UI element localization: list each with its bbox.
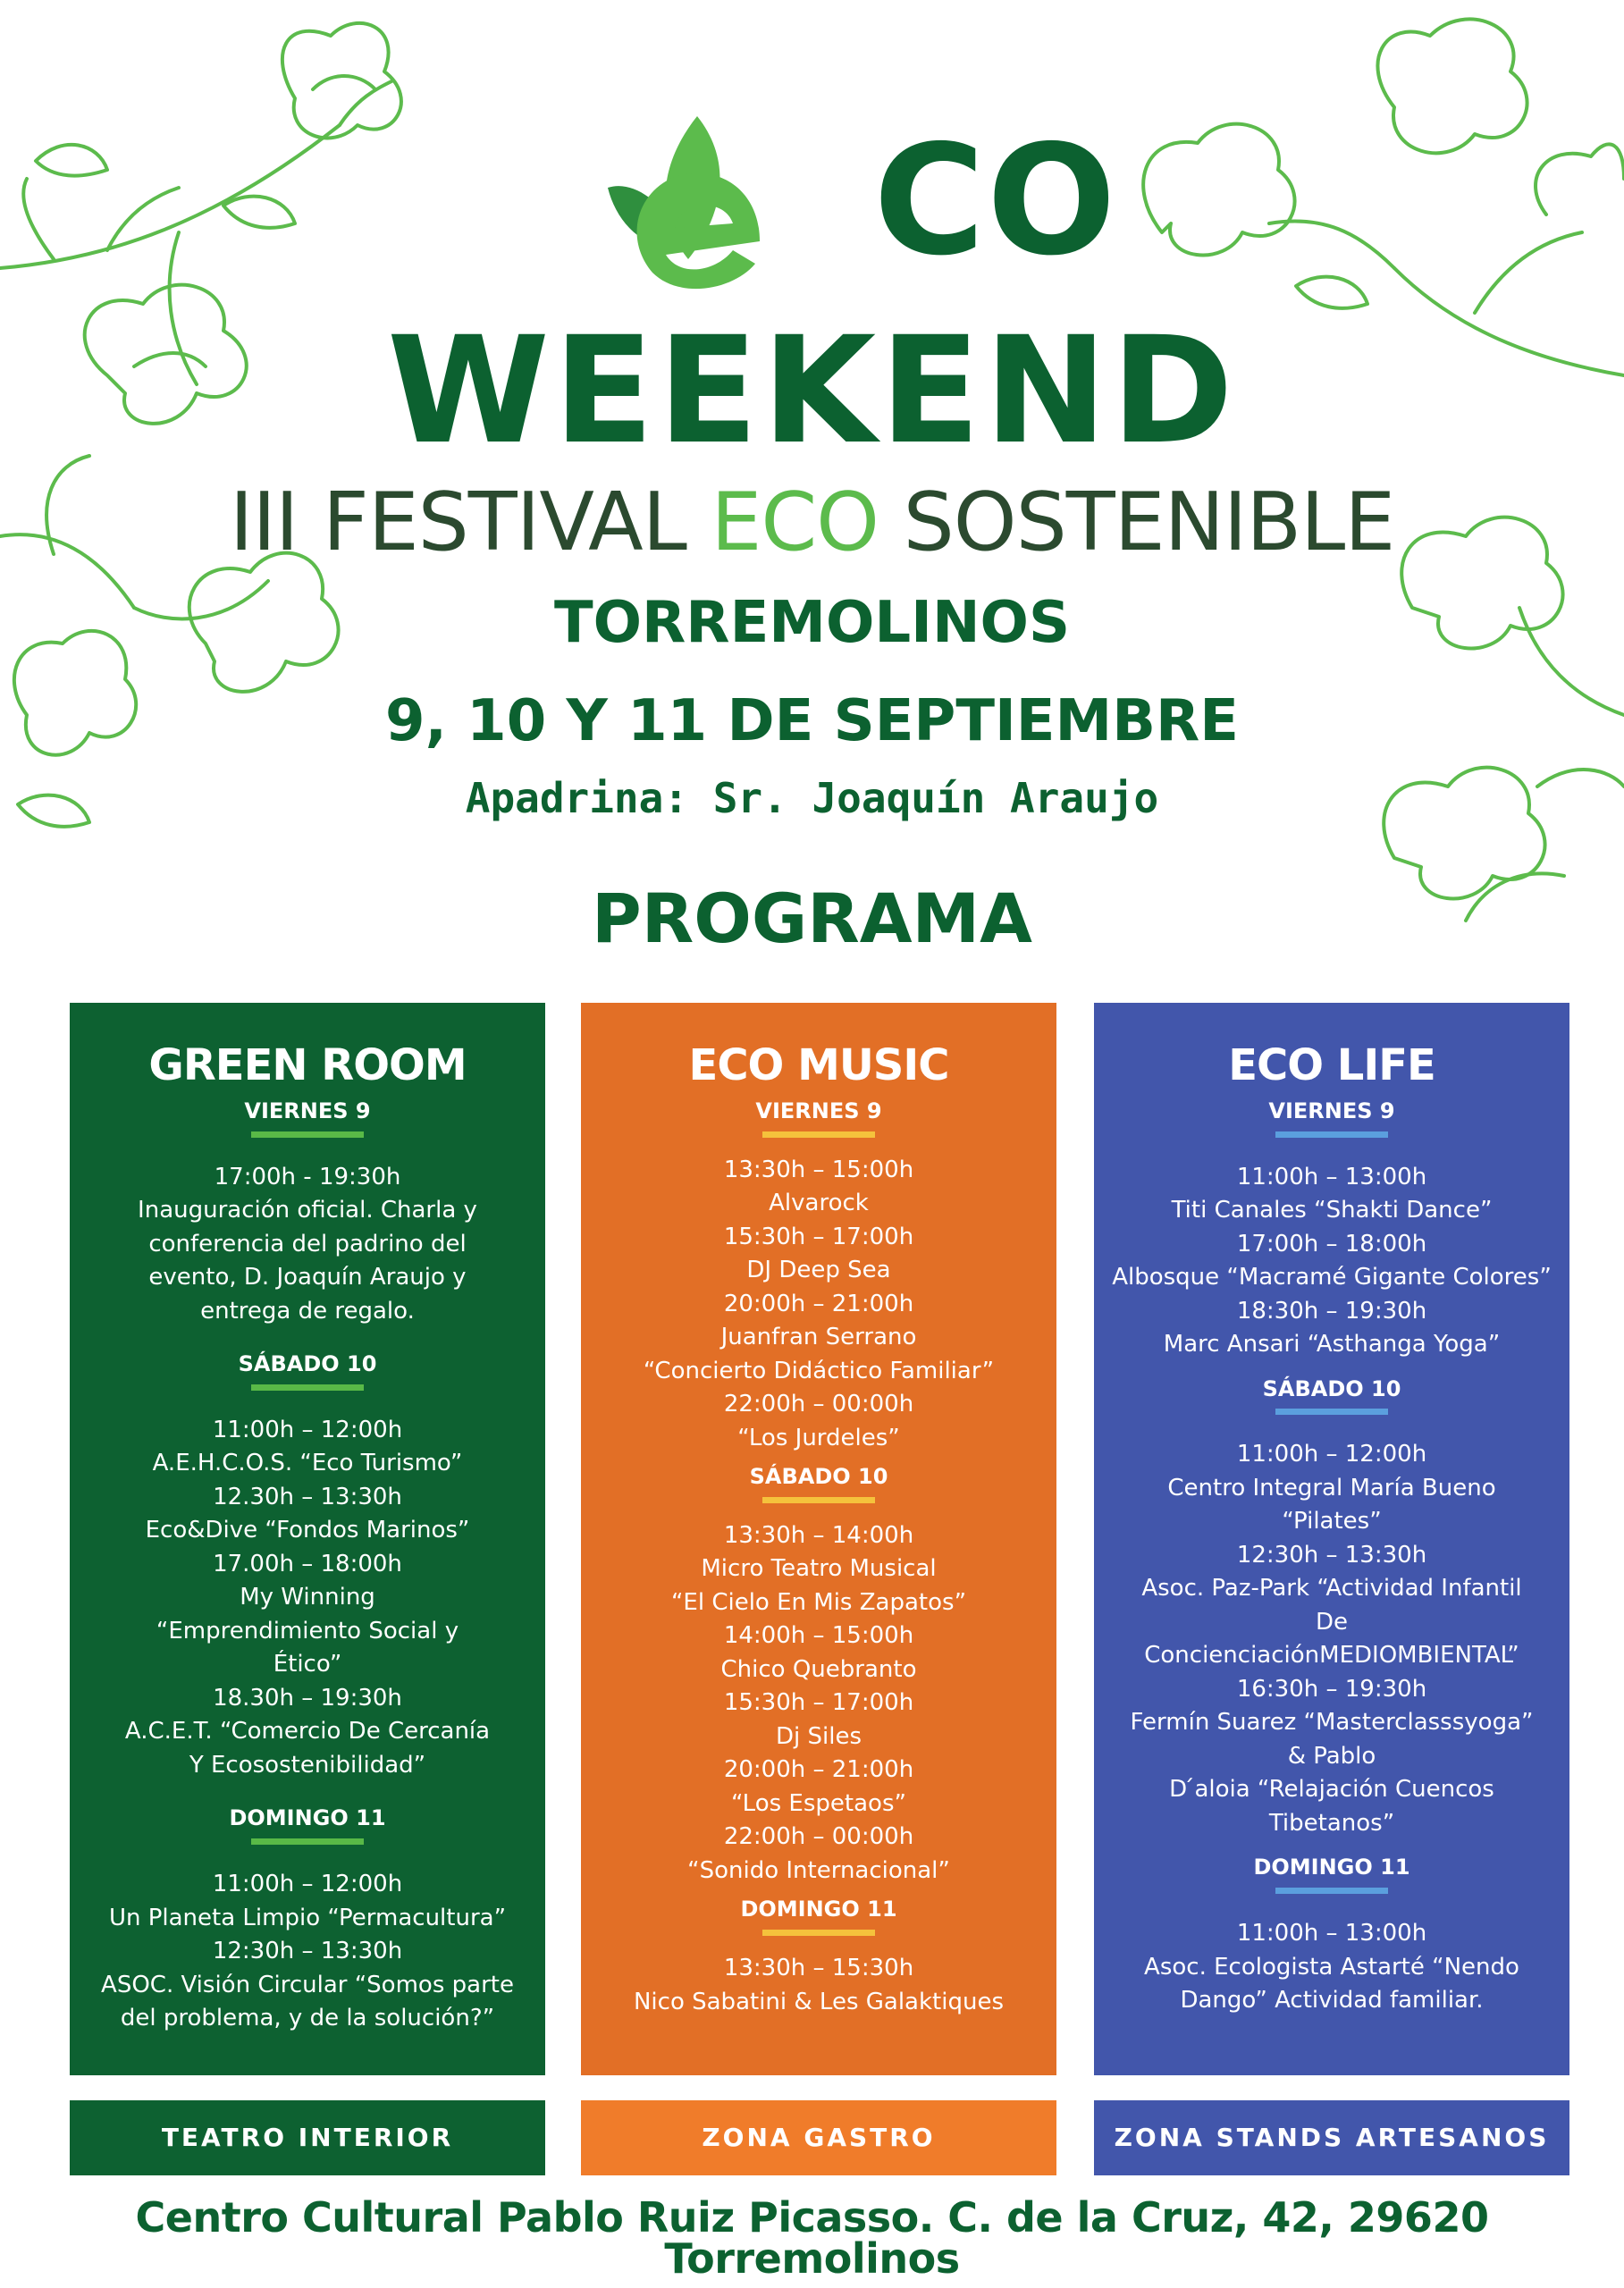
schedule-item: 12:30h – 13:30h	[212, 1938, 403, 1965]
schedule-item: “Concierto Didáctico Familiar”	[643, 1357, 995, 1384]
schedule-item: Titi Canales “Shakti Dance”	[1171, 1197, 1493, 1224]
schedule-item: A.E.H.C.O.S. “Eco Turismo”	[152, 1450, 463, 1477]
schedule-item: Asoc. Paz-Park “Actividad Infantil	[1141, 1575, 1522, 1602]
schedule-item: “Los Jurdeles”	[737, 1424, 900, 1451]
day-label: DOMINGO 11	[740, 1897, 897, 1922]
schedule-item: Fermín Suarez “Masterclasssyoga”	[1130, 1709, 1534, 1737]
schedule-item: “El Cielo En Mis Zapatos”	[670, 1588, 967, 1616]
schedule-list	[1094, 1438, 1569, 1840]
schedule-item: 16:30h – 19:30h	[1236, 1675, 1427, 1703]
schedule-item: My Winning “Emprendimiento Social y Ético”	[156, 1584, 459, 1678]
day-underline	[1275, 1131, 1388, 1138]
schedule-list	[581, 1519, 1056, 1888]
schedule-item: “Sonido Internacional”	[687, 1856, 950, 1884]
schedule-item: D ́aloia “Relajación Cuencos	[1169, 1776, 1494, 1804]
column-title: GREEN ROOM	[148, 1040, 467, 1090]
day-underline	[251, 1384, 364, 1391]
schedule-item: Centro Integral María Bueno	[1167, 1474, 1496, 1502]
schedule-item: Dj Siles	[775, 1722, 862, 1750]
schedule-item: “Los Espetaos”	[731, 1789, 906, 1817]
schedule-item: 12:30h – 13:30h	[1236, 1541, 1427, 1569]
day-underline	[762, 1497, 875, 1503]
schedule-item: 22:00h – 00:00h	[723, 1391, 914, 1418]
column-title: ECO MUSIC	[688, 1040, 949, 1090]
schedule-item: Albosque “Macramé Gigante Colores”	[1112, 1264, 1552, 1291]
schedule-item: Marc Ansari “Asthanga Yoga”	[1163, 1331, 1501, 1358]
eco-logo	[590, 98, 1118, 295]
schedule-item: Dango” Actividad familiar.	[1180, 1987, 1484, 2015]
schedule-item: 11:00h – 12:00h	[212, 1416, 403, 1443]
schedule-item: “Pilates”	[1282, 1508, 1382, 1535]
zone-teatro-interior: TEATRO INTERIOR	[70, 2100, 545, 2175]
schedule-list	[581, 1154, 1056, 1456]
city-name: TORREMOLINOS	[553, 590, 1071, 656]
sponsor-line: Apadrina: Sr. Joaquín Araujo	[465, 774, 1159, 822]
schedule-item: Tibetanos”	[1268, 1809, 1395, 1837]
page-title: WEEKEND	[386, 305, 1238, 476]
schedule-item: ASOC. Visión Circular “Somos parte del problema, y de la solución?”	[101, 1971, 514, 2032]
schedule-item: 17:00h – 18:00h	[1236, 1230, 1427, 1258]
green-room-column	[70, 1003, 545, 2075]
zone-stands-artesanos: ZONA STANDS ARTESANOS	[1094, 2100, 1569, 2175]
schedule-item: 11:00h – 13:00h	[1236, 1163, 1427, 1190]
program-heading: PROGRAMA	[592, 879, 1032, 958]
schedule-item: 20:00h – 21:00h	[723, 1290, 914, 1317]
eco-music-column	[581, 1003, 1056, 2075]
schedule-item: 14:00h – 15:00h	[723, 1622, 914, 1650]
schedule-item: DJ Deep Sea	[746, 1257, 891, 1284]
day-label: SÁBADO 10	[238, 1351, 377, 1377]
schedule-item: Juanfran Serrano	[720, 1324, 917, 1351]
leaf-icon	[599, 107, 778, 304]
schedule-item: De	[1315, 1608, 1349, 1636]
day-label: VIERNES 9	[755, 1098, 882, 1123]
day-label: DOMINGO 11	[229, 1805, 386, 1831]
schedule-item: 11:00h – 12:00h	[212, 1871, 403, 1898]
schedule-list	[1094, 1161, 1569, 1362]
zone-gastro: ZONA GASTRO	[581, 2100, 1056, 2175]
schedule-item: 11:00h – 12:00h	[1236, 1441, 1427, 1468]
schedule-item: 20:00h – 21:00h	[723, 1756, 914, 1784]
subtitle-pre: III FESTIVAL	[229, 475, 711, 569]
column-title: ECO LIFE	[1228, 1040, 1435, 1090]
day-label: VIERNES 9	[244, 1098, 371, 1123]
schedule-item: Alvarock	[769, 1190, 869, 1217]
day-label: VIERNES 9	[1268, 1098, 1395, 1123]
event-dates: 9, 10 Y 11 DE SEPTIEMBRE	[385, 688, 1239, 754]
schedule-item: ConcienciaciónMEDIOMBIENTAL”	[1144, 1642, 1519, 1670]
festival-subtitle	[0, 475, 1624, 569]
schedule-item: 17.00h – 18:00h	[213, 1550, 402, 1577]
schedule-list	[581, 1952, 1056, 2019]
schedule-item: 13:30h – 14:00h	[723, 1521, 914, 1549]
schedule-item: A.C.E.T. “Comercio De Cercanía Y Ecosostenibilidad”	[124, 1718, 491, 1779]
schedule-item: 15:30h – 17:00h	[723, 1223, 914, 1250]
schedule-item: 11:00h – 13:00h	[1236, 1920, 1427, 1947]
schedule-item: Eco&Dive “Fondos Marinos”	[145, 1517, 470, 1544]
day-underline	[251, 1838, 364, 1845]
eco-life-column	[1094, 1003, 1569, 2075]
schedule-item: & Pablo	[1287, 1742, 1376, 1770]
day-label: SÁBADO 10	[1262, 1375, 1401, 1401]
logo-text: CO	[873, 113, 1118, 290]
subtitle-post: SOSTENIBLE	[879, 475, 1395, 569]
schedule-item: Inauguración oficial. Charla y conferencia del padrino del evento, D. Joaquín Araujo y entrega de regalo.	[138, 1197, 477, 1325]
schedule-item: 13:30h – 15:00h	[723, 1156, 914, 1183]
schedule-item: 18:30h – 19:30h	[1236, 1297, 1427, 1325]
schedule-list	[70, 1414, 545, 1783]
schedule-item: Nico Sabatini & Les Galaktiques	[633, 1988, 1004, 2015]
day-underline	[1275, 1888, 1388, 1894]
schedule-item: Chico Quebranto	[720, 1655, 917, 1683]
schedule-item: 12.30h – 13:30h	[213, 1483, 402, 1510]
day-label: DOMINGO 11	[1253, 1855, 1410, 1880]
schedule-item: 18.30h – 19:30h	[213, 1684, 402, 1712]
day-underline	[251, 1131, 364, 1138]
day-underline	[762, 1131, 875, 1138]
subtitle-highlight: ECO	[711, 475, 879, 569]
day-underline	[1275, 1409, 1388, 1415]
schedule-item: 15:30h – 17:00h	[723, 1689, 914, 1717]
schedule-list	[1094, 1917, 1569, 2018]
schedule-list	[70, 1868, 545, 2036]
schedule-item: 17:00h - 19:30h	[214, 1163, 401, 1190]
schedule-item: Micro Teatro Musical	[701, 1555, 937, 1583]
schedule-item: Un Planeta Limpio “Permacultura”	[108, 1904, 507, 1931]
schedule-list	[70, 1161, 545, 1329]
day-underline	[762, 1930, 875, 1936]
schedule-item: 13:30h – 15:30h	[723, 1955, 914, 1982]
schedule-item: Asoc. Ecologista Astarté “Nendo	[1144, 1953, 1519, 1981]
schedule-item: 22:00h – 00:00h	[723, 1823, 914, 1851]
day-label: SÁBADO 10	[749, 1464, 888, 1490]
venue-address: Centro Cultural Pablo Ruiz Picasso. C. de la Cruz, 42, 29620 Torremolinos	[135, 2193, 1489, 2283]
